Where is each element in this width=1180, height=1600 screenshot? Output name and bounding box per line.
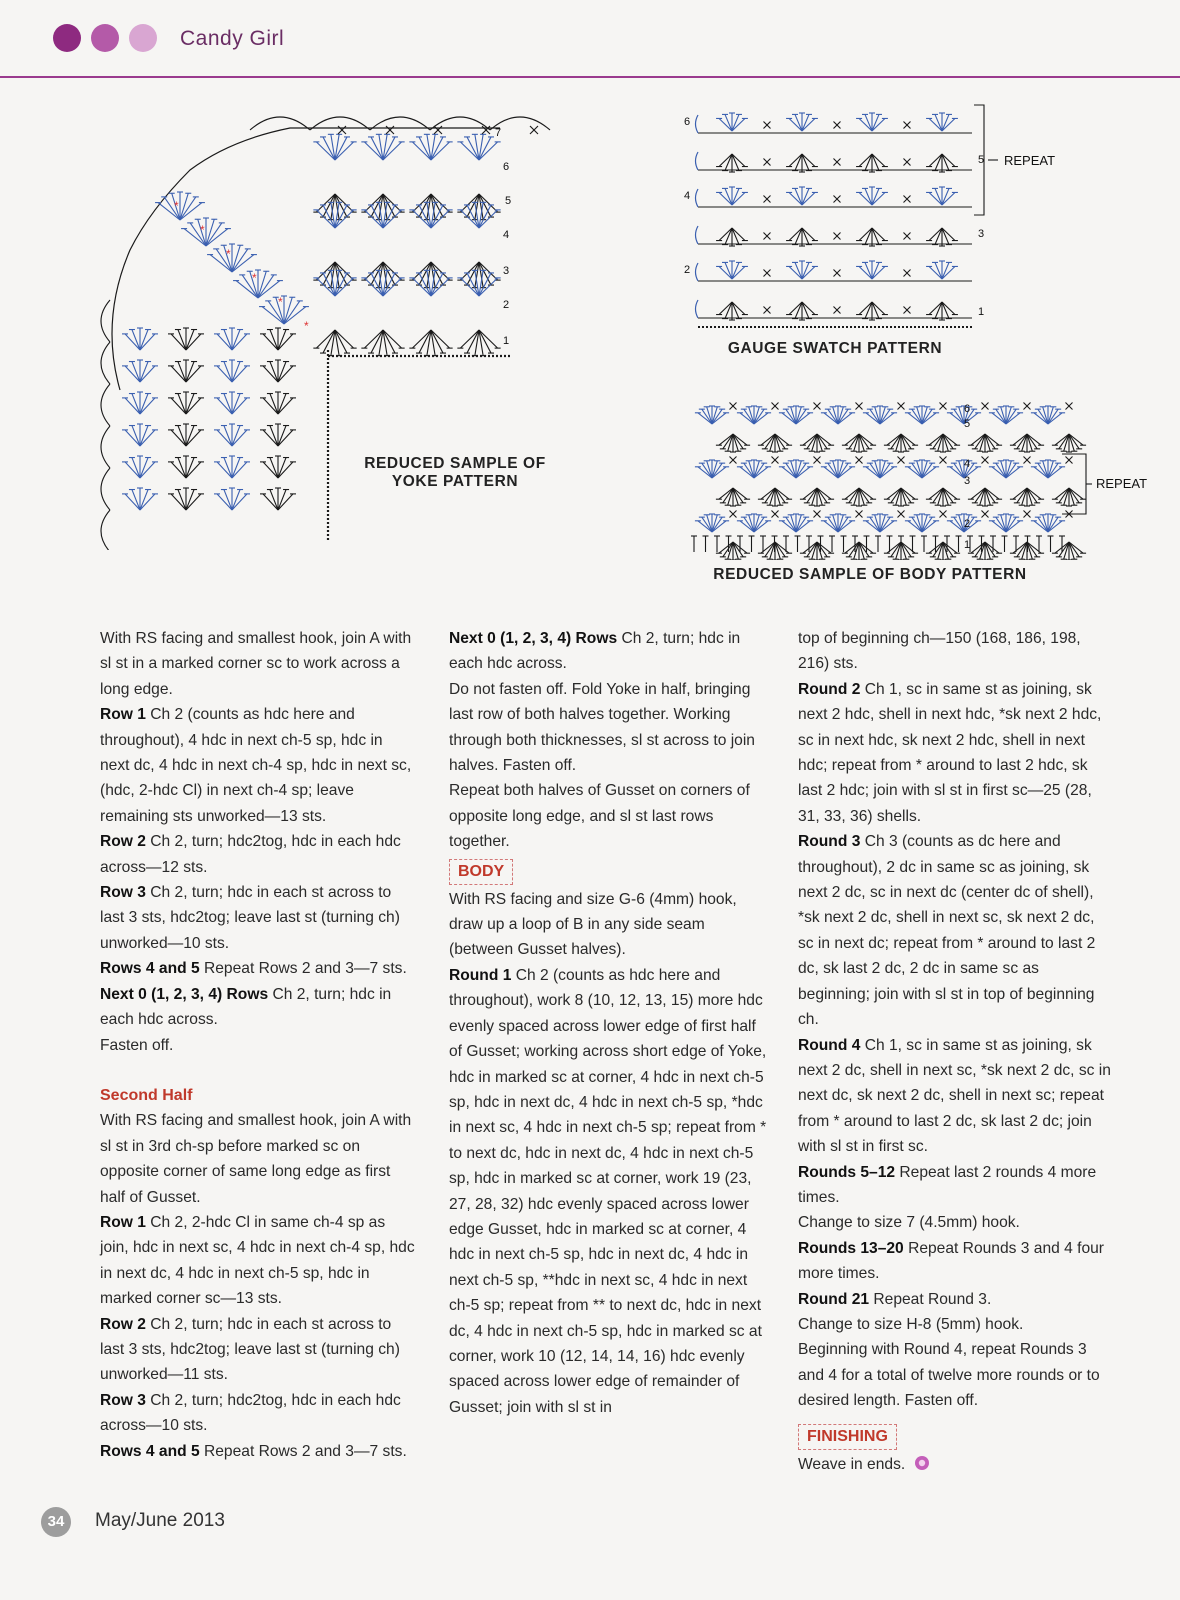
svg-text:*: *: [304, 319, 309, 333]
body-round-3: Round 3 Ch 3 (counts as dc here and throughout), 2 dc in same sc as joining, sk next 2 dc, sc in next dc (center dc of shell), *sk next 2 dc, shell in next sc, sk next 2 dc, sc in next dc; repeat from * around to last 2 dc, sk last 2 dc, 2 dc in same sc as beginning; join with sl st in top of beginning ch.: [798, 833, 1096, 1029]
yoke-diagram-label: [350, 455, 560, 491]
body-diagram-label: REDUCED SAMPLE OF BODY PATTERN: [713, 566, 1027, 583]
gusset-row-1: Row 1 Ch 2 (counts as hdc here and throughout), 4 hdc in next ch-5 sp, hdc in next dc, 4 hdc in next ch-4 sp, hdc in next sc, (hdc, 2-hdc Cl) in next ch-4 sp; leave remaining sts unworked—13 sts.: [100, 706, 412, 825]
svg-text:*: *: [200, 223, 205, 237]
body-round-21: Round 21 Repeat Round 3.: [798, 1290, 992, 1308]
repeat-gusset-instructions: Repeat both halves of Gusset on corners of opposite long edge, and sl st last rows together.: [449, 782, 750, 851]
gusset-row-2: Row 2 Ch 2, turn; hdc2tog, hdc in each hdc across—12 sts.: [100, 833, 401, 876]
gauge-row-5: 5: [978, 154, 985, 166]
issue-date: May/June 2013: [95, 1510, 225, 1531]
gusset-rows-4-5: Rows 4 and 5 Repeat Rows 2 and 3—7 sts.: [100, 960, 407, 978]
text-column-1: [100, 626, 416, 1464]
body-round-4: Round 4 Ch 1, sc in same st as joining, sk next 2 dc, shell in next sc, *sk next 2 dc, sc in next dc, sk next 2 dc, shell in next sc; repeat from * around to last 2 dc, sk last 2 dc; join with sl st in first sc.: [798, 1036, 1111, 1156]
body-stitch-art: [691, 403, 1092, 561]
body-intro: With RS facing and size G-6 (4mm) hook, draw up a loop of B in any side seam (between Gusset halves).: [449, 890, 737, 959]
gauge-repeat-label: REPEAT: [1004, 153, 1056, 168]
gusset-row-3: Row 3 Ch 2, turn; hdc in each st across to last 3 sts, hdc2tog; leave last st (turning ch) unworked—10 sts.: [100, 884, 400, 952]
body-round-2: Round 2 Ch 1, sc in same st as joining, sk next 2 hdc, shell in next hdc, *sk next 2 hdc, sc in next hdc, sk next 2 hdc, shell in next hdc; repeat from * around to last 2 hdc, sk last 2 hdc; join with sl st in first sc—25 (28, 31, 33, 36) shells.: [798, 680, 1102, 825]
body-heading: BODY: [449, 859, 513, 885]
yoke-row-5: 5: [505, 195, 512, 207]
gauge-row-2: 2: [684, 264, 691, 276]
gauge-diagram-label: GAUGE SWATCH PATTERN: [727, 340, 943, 357]
join-instructions: Do not fasten off. Fold Yoke in half, bringing last row of both halves together. Working through both thicknesses, sl st across to join halves. Fasten off.: [449, 680, 755, 775]
text-column-2: [449, 626, 767, 1420]
body-rounds-5-12: Rounds 5–12 Repeat last 2 rounds 4 more times.: [798, 1163, 1097, 1206]
second-half-heading: Second Half: [100, 1086, 193, 1104]
gauge-row-1: 1: [978, 306, 985, 318]
header-dot-light: [129, 24, 157, 52]
header-title: Candy Girl: [180, 27, 285, 50]
yoke-row-numbers: [495, 127, 511, 347]
yoke-label-line-2: YOKE PATTERN: [391, 473, 519, 490]
yoke-row-7: 7: [495, 127, 502, 139]
body-row-4: 4: [964, 458, 971, 470]
header-rule: [0, 76, 1180, 78]
text-column-3: [798, 626, 1114, 1477]
hook-change-2: Change to size H-8 (5mm) hook.: [798, 1315, 1024, 1333]
yoke-row-2: 2: [503, 299, 510, 311]
svg-text:*: *: [252, 271, 257, 285]
svg-text:*: *: [278, 295, 283, 309]
svg-text:*: *: [174, 199, 179, 213]
gusset-first-intro: With RS facing and smallest hook, join A with sl st in a marked corner sc to work across a long edge.: [100, 630, 412, 698]
header-dot-dark: [53, 24, 81, 52]
hook-change-1: Change to size 7 (4.5mm) hook.: [798, 1214, 1020, 1232]
finishing-text: Weave in ends.: [798, 1452, 1114, 1477]
header-dot-medium: [91, 24, 119, 52]
second-half-row-1: Row 1 Ch 2, 2-hdc Cl in same ch-4 sp as join, hdc in next sc, 4 hdc in next ch-4 sp, hdc in next dc, 4 hdc in next ch-5 sp, hdc in marked corner sc—13 sts.: [100, 1213, 415, 1308]
body-row-6: 6: [964, 403, 971, 415]
gauge-row-4: 4: [684, 190, 691, 202]
end-mark-icon: [914, 1455, 930, 1471]
body-final-instructions: Beginning with Round 4, repeat Rounds 3 and 4 for a total of twelve more rounds or to desired length. Fasten off.: [798, 1341, 1100, 1410]
body-round-1: Round 1 Ch 2 (counts as hdc here and throughout), work 8 (10, 12, 13, 15) more hdc evenly spaced across lower edge of first half of Gusset; working across short edge of Yoke, hdc in marked sc at corner, 4 hdc in next ch-5 sp, hdc in next dc, 4 hdc in next ch-5 sp, *hdc in next sc, 4 hdc in next ch-5 sp; repeat from * to next dc, hdc in next dc, 4 hdc in next ch-5 sp, hdc in marked sc at corner, work 19 (23, 27, 28, 32) hdc evenly spaced across lower edge Gusset, hdc in marked sc at corner, 4 hdc in next ch-5 sp, hdc in next dc, 4 hdc in next ch-5 sp, **hdc in next sc, 4 hdc in next ch-5 sp; repeat from ** to next dc, hdc in next dc, 4 hdc in next ch-5 sp, hdc in marked sc at corner, work 10 (12, 14, 14, 16) hdc evenly spaced across lower edge of remainder of Gusset; join with sl st in: [449, 966, 767, 1416]
page-number: 34: [41, 1507, 71, 1537]
gusset-next-rows: Next 0 (1, 2, 3, 4) Rows Ch 2, turn; hdc in each hdc across.: [100, 985, 392, 1029]
gauge-row-3: 3: [978, 228, 985, 240]
round-1-continued: top of beginning ch—150 (168, 186, 198, 216) sts.: [798, 630, 1081, 673]
page-header: [0, 0, 1180, 80]
yoke-label-line-1: REDUCED SAMPLE OF: [364, 455, 546, 472]
body-row-1: 1: [964, 539, 971, 551]
second-half-row-2: Row 2 Ch 2, turn; hdc in each st across to last 3 sts, hdc2tog; leave last st (turning ch) unworked—11 sts.: [100, 1315, 400, 1384]
gauge-stitch-art: [696, 105, 999, 327]
svg-text:*: *: [226, 247, 231, 261]
second-half-row-3: Row 3 Ch 2, turn; hdc2tog, hdc in each hdc across—10 sts.: [100, 1391, 401, 1435]
yoke-row-1: 1: [503, 335, 510, 347]
second-half-rows-4-5: Rows 4 and 5 Repeat Rows 2 and 3—7 sts.: [100, 1442, 407, 1460]
second-half-next-rows: Next 0 (1, 2, 3, 4) Rows Ch 2, turn; hdc in each hdc across.: [449, 630, 741, 673]
finishing-heading: FINISHING: [798, 1424, 897, 1450]
spacer: [100, 1058, 416, 1083]
yoke-row-6: 6: [503, 161, 510, 173]
gauge-row-6: 6: [684, 116, 691, 128]
body-row-5: 5: [964, 418, 971, 430]
body-row-3: 3: [964, 475, 971, 487]
yoke-row-3: 3: [503, 265, 510, 277]
body-rounds-13-20: Rounds 13–20 Repeat Rounds 3 and 4 four more times.: [798, 1239, 1104, 1283]
gauge-swatch-diagram: [680, 95, 1090, 340]
second-half-intro: With RS facing and smallest hook, join A with sl st in 3rd ch-sp before marked sc on opposite corner of same long edge as first half of Gusset.: [100, 1112, 412, 1206]
body-pattern-diagram: [672, 388, 1162, 560]
yoke-row-4: 4: [503, 229, 510, 241]
gusset-fasten-off: Fasten off.: [100, 1036, 174, 1054]
body-repeat-label: REPEAT: [1096, 476, 1148, 491]
body-row-2: 2: [964, 518, 971, 530]
